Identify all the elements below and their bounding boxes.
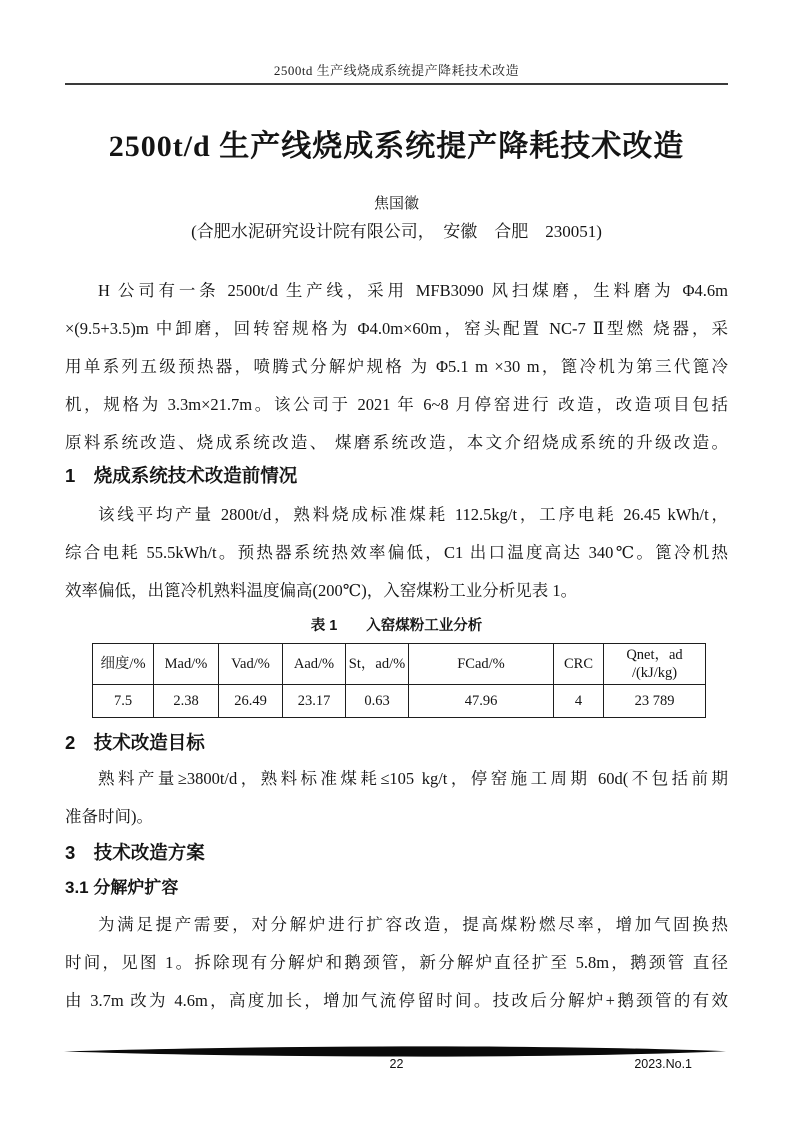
table-header-cell: Mad/%	[154, 644, 219, 685]
table-header-cell: Vad/%	[219, 644, 283, 685]
page-footer	[65, 1057, 728, 1075]
coal-analysis-table	[92, 643, 706, 718]
author-affiliation: (合肥水泥研究设计院有限公司， 安徽 合肥 230051)	[191, 222, 602, 241]
paragraph-line: 效率偏低，出篦冷机熟料温度偏高(200℃)，入窑煤粉工业分析见表 1。	[65, 581, 578, 600]
table-header-cell: CRC	[554, 644, 604, 685]
table-value-cell: 0.63	[346, 685, 409, 718]
issue-label: 2023.No.1	[634, 1057, 692, 1071]
table-value-cell: 4	[554, 685, 604, 718]
paragraph-line: 由 3.7m 改为 4.6m，高度加长，增加气流停留时间。技改后分解炉+鹅颈管的有效	[65, 991, 728, 1010]
table-value-cell: 7.5	[93, 685, 154, 718]
section-1-heading: 1 烧成系统技术改造前情况	[65, 465, 298, 486]
section-3-1-heading: 3.1 分解炉扩容	[65, 878, 179, 897]
table-header-cell: 细度/%	[93, 644, 154, 685]
paragraph-line: ×(9.5+3.5)m 中卸磨，回转窑规格为 Φ4.0m×60m，窑头配置 NC-7 Ⅱ型燃 烧器，采	[65, 319, 728, 338]
footer-rule	[64, 1046, 726, 1057]
table-header-cell: St，ad/%	[346, 644, 409, 685]
paragraph-line: 该线平均产量 2800t/d，熟料烧成标准煤耗 112.5kg/t，工序电耗 26.45 kWh/t，	[98, 505, 728, 524]
paragraph-line: 原料系统改造、烧成系统改造、 煤磨系统改造，本文介绍烧成系统的升级改造。	[65, 433, 728, 452]
table-header-row	[93, 644, 706, 685]
table-header-cell: Aad/%	[283, 644, 346, 685]
table-header-cell: FCad/%	[409, 644, 554, 685]
article-title: 2500t/d 生产线烧成系统提产降耗技术改造	[108, 130, 685, 163]
paragraph-line: 时间，见图 1。拆除现有分解炉和鹅颈管，新分解炉直径扩至 5.8m，鹅颈管 直径	[65, 953, 728, 972]
paragraph-line: 综合电耗 55.5kWh/t。预热器系统热效率偏低，C1 出口温度高达 340℃。篦冷机热	[65, 543, 728, 562]
paragraph-line: 机，规格为 3.3m×21.7m。该公司于 2021 年 6~8 月停窑进行 改造，改造项目包括	[65, 395, 728, 414]
table-value-cell: 23 789	[604, 685, 706, 718]
author-name: 焦国徽	[373, 196, 419, 212]
paragraph-line: 用单系列五级预热器，喷腾式分解炉规格 为 Φ5.1 m ×30 m，篦冷机为第三代篦冷	[65, 357, 728, 376]
table-value-cell: 26.49	[219, 685, 283, 718]
table-value-cell: 2.38	[154, 685, 219, 718]
paragraph-line: 熟料产量≥3800t/d，熟料标准煤耗≤105 kg/t，停窑施工周期 60d(不包括前期	[98, 769, 728, 788]
table-header-line: /(kJ/kg)	[631, 665, 678, 681]
paragraph-line: 准备时间)。	[65, 807, 153, 826]
table-value-cell: 47.96	[409, 685, 554, 718]
table-1-caption: 表 1 入窑煤粉工业分析	[310, 618, 483, 634]
section-2-paragraph	[65, 760, 728, 836]
intro-paragraph	[65, 272, 728, 462]
table-header-cell	[604, 644, 706, 685]
running-header: 2500td 生产线烧成系统提产降耗技术改造	[273, 63, 520, 78]
section-3-1-paragraph	[65, 906, 728, 1020]
page-number: 22	[389, 1057, 404, 1071]
paragraph-line: 为满足提产需要，对分解炉进行扩容改造，提高煤粉燃尽率，增加气固换热	[98, 915, 728, 934]
section-2-heading: 2 技术改造目标	[65, 732, 205, 753]
section-3-heading: 3 技术改造方案	[65, 842, 205, 863]
table-value-cell: 23.17	[283, 685, 346, 718]
table-header-line: Qnet，ad	[626, 647, 683, 663]
table-value-row	[93, 685, 706, 718]
paragraph-line: H 公司有一条 2500t/d 生产线，采用 MFB3090 风扫煤磨，生料磨为 Φ4.6m	[98, 281, 728, 300]
header-rule	[65, 83, 728, 85]
section-1-paragraph	[65, 496, 728, 610]
